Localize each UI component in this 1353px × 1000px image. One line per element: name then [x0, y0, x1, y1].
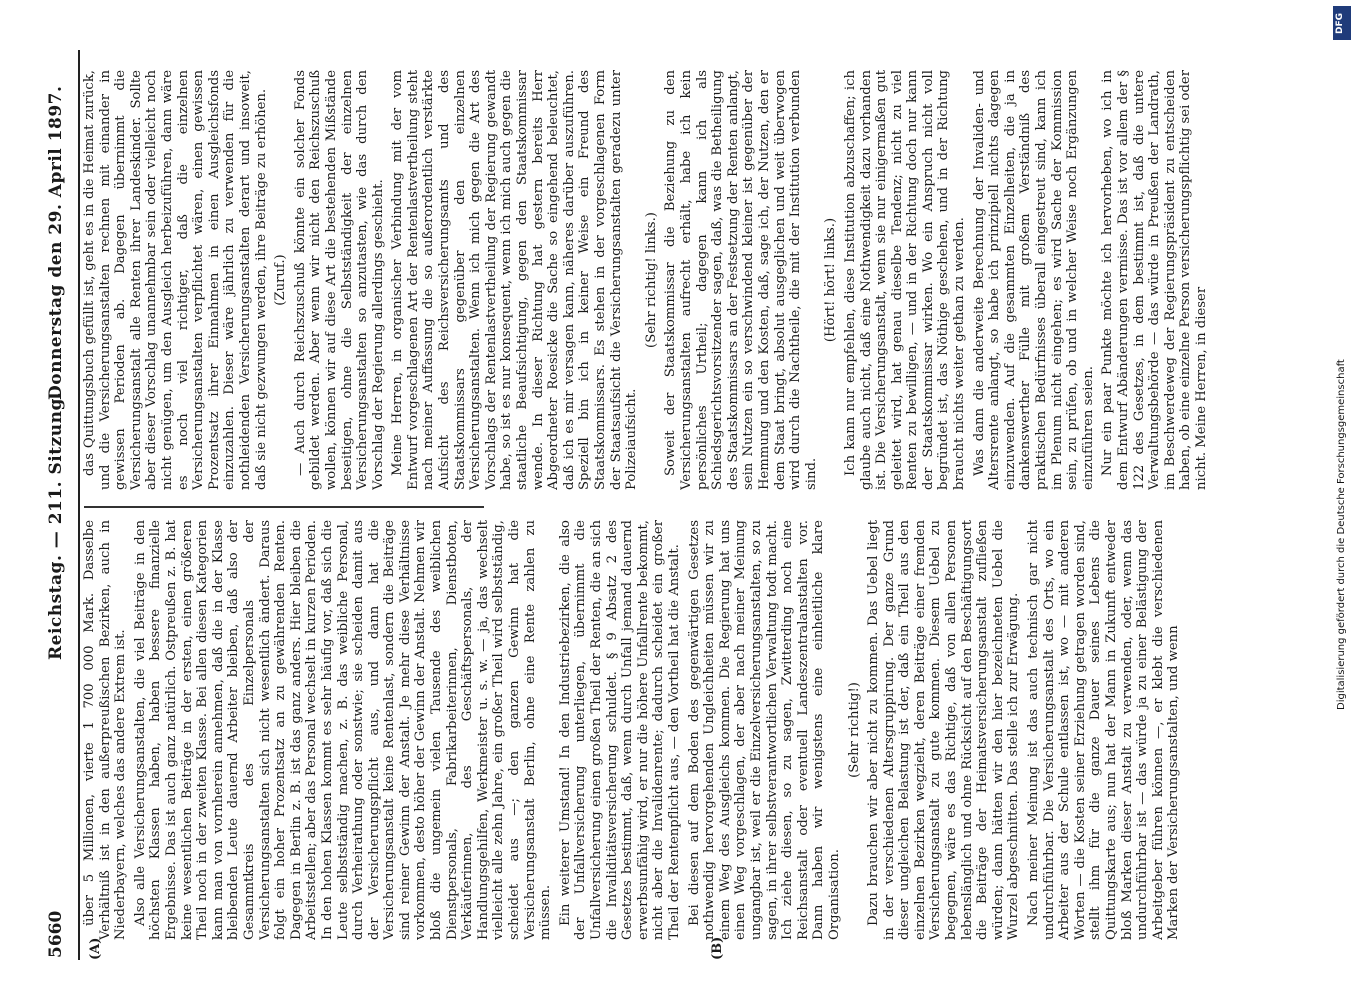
header-rule	[78, 50, 80, 960]
dfg-logo	[1333, 6, 1351, 40]
paragraph: Dazu brauchen wir aber nicht zu kommen. Das Uebel liegt in der verschiedenen Altersgruppirung. Der ganze Grund dieser ungleichen Belastung ist der, daß ein Theil aus den einzelnen Bezirken wegzieht, deren Beiträge einer fremden Versicherungsanstalt zu gute kommen. Diesem Uebel zu begegnen, wäre es das Richtige, daß von allen Personen lebenslänglich und ohne Rücksicht auf den Beschäftigungsort die Beiträge der Heimatsversicherungsanstalt zufließen würden; dann hätten wir den hier bezeichneten Uebel die Wurzel abgeschnitten. Das stelle ich zur Erwägung.	[866, 520, 1022, 940]
paragraph: (Zuruf.)	[273, 254, 289, 306]
paragraph: (Hört! hört! links.)	[823, 217, 839, 343]
left-text-column	[82, 520, 1252, 940]
paragraph: Ich kann nur empfehlen, diese Institution abzuschaffen; ich glaube auch nicht, daß eine Nothwendigkeit dazu vorhanden ist. Die Versicherungsanstalt, wenn sie nur einigermaßen gut geleitet wird, hat genau dieselbe Tendenz; nicht zu viel Renten zu bewilligen, — und in der Richtung doch nur kann der Staatskommissar wirken. Wo ein Anspruch nicht voll begründet ist, das Nöthige geschehen, und in der Richtung braucht nichts weiter gethan zu werden.	[842, 70, 968, 490]
header-session-title: Reichstag. — 211. Sitzung.	[46, 391, 66, 660]
digitization-note	[1336, 120, 1352, 980]
paragraph: Meine Herren, in organischer Verbindung mit der vom Entwurf vorgeschlagenen Art der Rentenlastvertheilung steht nach meiner Auffassung die so außerordentlich verstärkte Aufsicht des Reichsversicherungsamts und des Staatskommissars gegenüber den einzelnen Versicherungsanstalten. Wenn ich mich gegen die Art des Vorschlags der Rentenlastvertheilung der Regierung gewandt habe, so ist es nur konsequent, wenn ich mich auch gegen die staatliche Beaufsichtigung, gegen den Staatskommissar wende. In dieser Richtung hat gestern bereits Herr Abgeordneter Roesicke die Sache so eingehend beleuchtet, daß ich es mir versagen kann, näheres darüber auszuführen. Speziell bin ich in keiner Weise ein Freund des Staatskommissars. Es stehen in der vorgeschlagenen Form der Staatsaufsicht die Versicherungsanstalten geradezu unter Polizeiaufsicht.	[390, 70, 640, 490]
dfg-logo-text: DFG	[1335, 12, 1345, 34]
paragraph: über 5 Millionen, vierte 1 700 000 Mark. Dasselbe Verhältniß ist in den außerpreußischen Bezirken, auch in Niederbayern, welches das andere Extrem ist.	[82, 520, 129, 940]
page-number: 5660	[46, 910, 66, 958]
rotated-page-content	[40, 50, 1280, 960]
paragraph: Soweit der Staatskommissar die Beziehung zu den Versicherungsanstalten aufrecht erhält, habe ich kein persönliches Urtheil; dagegen kann ich als Schiedsgerichtsvorsitzender sagen, daß, was die Betheiligung des Staatskommissars an der Festsetzung der Renten anlangt, sein Nutzen ein so verschwindend kleiner ist gegenüber der Hemmung und den Kosten, daß, sage ich, der Nutzen, den er dem Staat bringt, absolut ausgeglichen und weit überwogen wird durch die Nachtheile, die mit der Institution verbunden sind.	[663, 70, 819, 490]
paragraph: — Auch durch Reichszuschuß könnte ein solcher Fonds gebildet werden. Aber wenn wir nicht den Reichszuschuß wollen, können wir auf diese Art die bestehenden Mißstände beseitigen, ohne die Selbstständigkeit der einzelnen Versicherungsanstalten so anzutasten, wie das durch den Vorschlag der Regierung allerdings geschieht.	[292, 70, 386, 490]
paragraph: Nur ein paar Punkte möchte ich hervorheben, wo ich in dem Entwurf Abänderungen vermisse. Das ist vor allem der § 122 des Gesetzes, in dem bestimmt ist, daß die untere Verwaltungsbehörde — das würde in Preußen der Landrath, im Beschwerdeweg der Regierungspräsident zu entscheiden haben, ob eine einzelne Person versicherungspflichtig sei oder nicht. Meine Herren, in dieser	[1100, 70, 1209, 490]
paragraph: (Sehr richtig!)	[846, 682, 862, 778]
paragraph: Also alle Versicherungsanstalten, die viel Beiträge in den höchsten Klassen haben, haben bessere finanzielle Ergebnisse. Das ist auch ganz natürlich. Ostpreußen z. B. hat keine wesentlichen Beiträge in der ersten, einen größeren Theil noch in der zweiten Klasse. Bei allen diesen Kategorien kann man von vornherein annehmen, daß die in der Klasse bleibenden Leute dauernd Arbeiter bleiben, daß also der Gesammtkreis des Einzelpersonals der Versicherungsanstalten sich nicht wesentlich ändert. Daraus folgt ein hoher Prozentsatz an zu gewährenden Renten. Dagegen in Berlin z. B. ist das ganz anders. Hier bleiben die Arbeitsstellen; aber das Personal wechselt in kurzen Perioden. In den hohen Klassen kommt es sehr häufig vor, daß sich die Leute selbstständig machen, z. B. das weibliche Personal, durch Verheirathung oder sonstwie; sie scheiden damit aus der Versicherungspflicht aus, und dann hat die Versicherungsanstalt keine Rentenlast, sondern die Beiträge sind reiner Gewinn der Anstalt. Je mehr diese Verhältnisse vorkommen, desto höher der Gewinn der Anstalt. Nehmen wir bloß die ungemein vielen Tausende des weiblichen Dienstpersonals, Fabrikarbeiterinnen, Dienstboten, Verkäuferinnen, des Geschäftspersonals, der Handlungsgehilfen, Werkmeister u. s. w. — ja, das wechselt vielleicht alle zehn Jahre, ein großer Theil wird selbstständig, scheidet aus —; den ganzen Gewinn hat die Versicherungsanstalt Berlin, ohne eine Rente zahlen zu müssen.	[132, 520, 554, 940]
paragraph: Was dann die anderweite Berechnung der Invaliden- und Altersrente anlangt, so habe ich prinzipiell nichts dagegen einzuwenden. Auf die gesammten Einzelheiten, die ja in dankenswerther Fülle mit großem Verständniß des praktischen Bedürfnisses überall eingestreut sind, kann ich im Plenum nicht eingehen; es wird Sache der Kommission sein, zu prüfen, ob und in welcher Weise noch Ergänzungen einzuführen seien.	[971, 70, 1096, 490]
paragraph: Bei diesen auf dem Boden des gegenwärtigen Gesetzes nothwendig hervorgehenden Ungleichheiten müssen wir zu einem Weg des Ausgleichs kommen. Die Regierung hat uns einen Weg vorgeschlagen, der aber nach meiner Meinung ungangbar ist, weil er die Einzelversicherungsanstalten, so zu sagen, in ihrer selbstverantwortlichen Verwaltung todt macht. Ich ziehe diesen, so zu sagen, Zwitterding noch eine Reichsanstalt oder eventuell Landeszentralanstalten vor. Dann haben wir wenigstens eine einheitliche klare Organisation.	[686, 520, 842, 940]
margin-marker-a: (A)	[88, 937, 103, 960]
page-header	[40, 50, 76, 960]
paragraph: das Quittungsbuch gefüllt ist, geht es in die Heimat zurück, und die Versicherungsanstalten rechnen mit einander in gewissen Perioden ab. Dagegen übernimmt die Versicherungsanstalt alle Renten ihrer Landeskinder. Sollte aber dieser Vorschlag unannehmbar sein oder vielleicht noch nicht genügen, um den Ausgleich herbeizuführen, dann wäre es noch viel richtiger, daß die einzelnen Versicherungsanstalten verpflichtet wären, einen gewissen Prozentsatz ihrer Einnahmen in einen Ausgleichsfonds einzuzahlen. Dieser wäre jährlich zu verwenden für die nothleidenden Versicherungsanstalten derart und insoweit, daß sie nicht gezwungen werden, ihre Beiträge zu erhöhen.	[82, 70, 269, 490]
paragraph: (Sehr richtig! links.)	[643, 212, 659, 348]
paragraph: Ein weiterer Umstand! In den Industriebezirken, die also der Unfallversicherung unterliegen, übernimmt die Unfallversicherung einen großen Theil der Renten, die an sich die Invaliditätsversicherung schuldet. § 9 Absatz 2 des Gesetzes bestimmt, daß, wenn durch Unfall jemand dauernd erwerbsunfähig wird, er nur die höhere Unfallrente bekommt, nicht aber die Invalidenrente; dadurch scheidet ein großer Theil der Rentenpflicht aus, — den Vortheil hat die Anstalt.	[557, 520, 682, 940]
paragraph: Nach meiner Meinung ist das auch technisch gar nicht undurchführbar. Die Versicherungsanstalt des Orts, wo ein Arbeiter aus der Schule entlassen ist, wo — mit anderen Worten — die Kosten seiner Erziehung getragen worden sind, stellt ihm für die ganze Dauer seines Lebens die Quittungskarte aus; nun hat der Mann in Zukunft entweder bloß Marken dieser Anstalt zu verwenden, oder, wenn das undurchführbar ist — das würde ja zu einer Belästigung der Arbeitgeber führen können —, er klebt die verschiedenen Marken der Versicherungsanstalten, und wenn	[1026, 520, 1182, 940]
column-divider	[84, 506, 484, 508]
margin-marker-b: (B)	[710, 936, 725, 960]
header-date: Donnerstag den 29. April 1897.	[46, 85, 66, 400]
digitization-note-text: Digitalisierung gefördert durch die Deutsche Forschungsgemeinschaft	[1336, 359, 1347, 710]
right-text-column	[82, 70, 1252, 490]
